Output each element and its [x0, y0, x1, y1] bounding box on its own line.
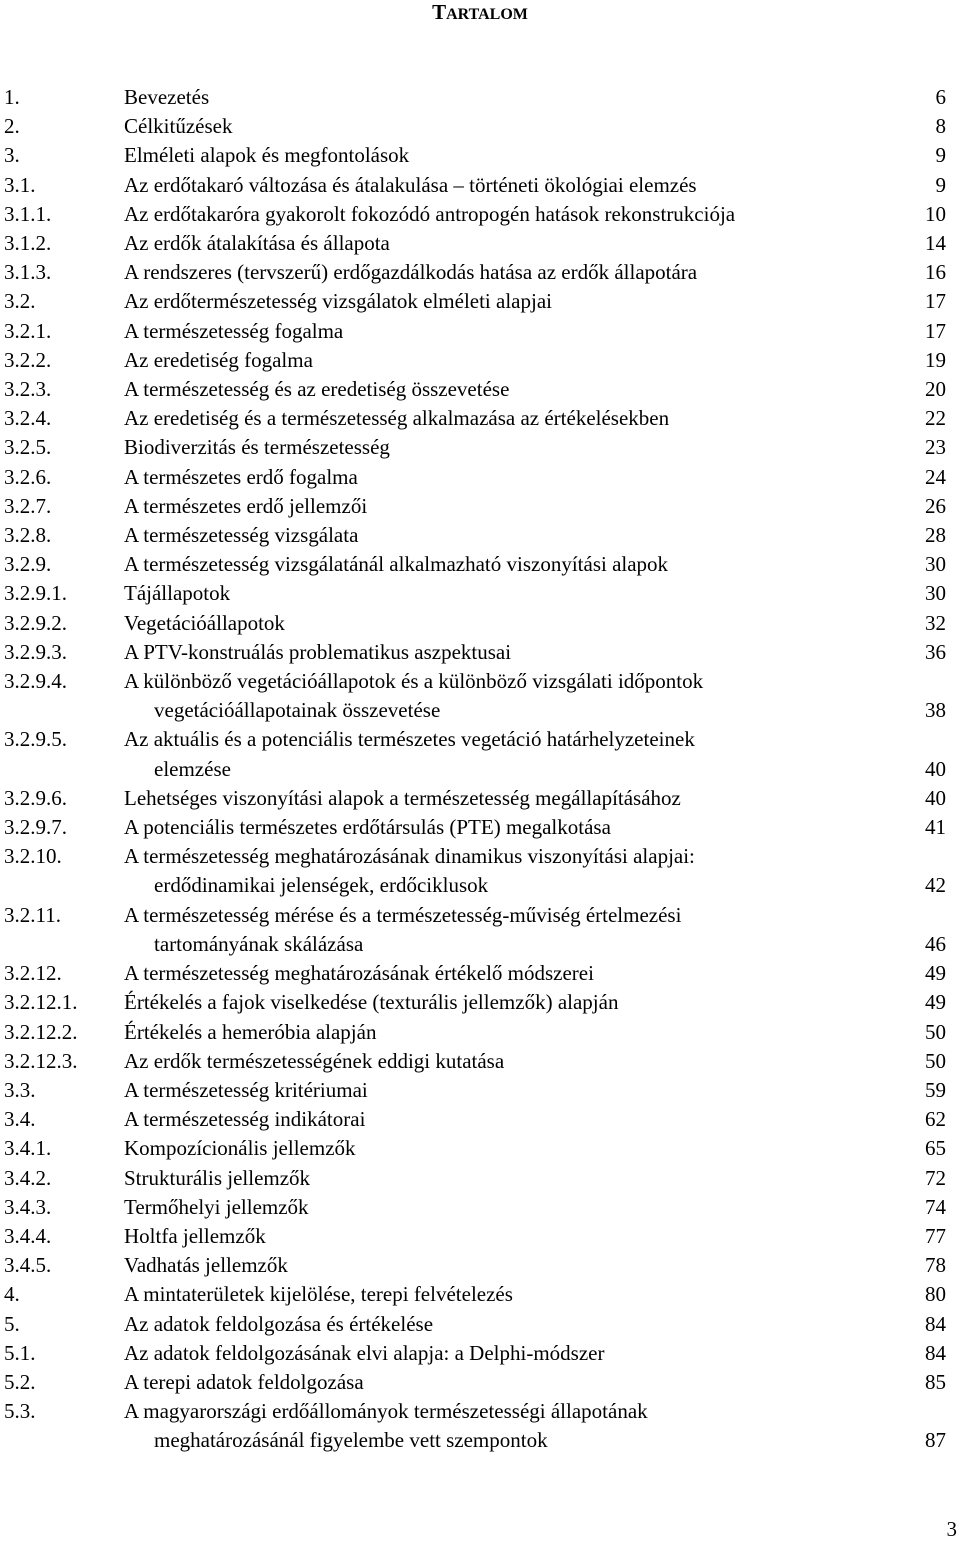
toc-entry-title-text: A rendszeres (tervszerű) erdőgazdálkodás hatása az erdők állapotára: [124, 260, 698, 285]
toc-entry[interactable]: [0, 1047, 960, 1076]
toc-entry-page-number: 40: [925, 756, 946, 781]
toc-entry-page-number: 9: [935, 143, 946, 168]
toc-entry-number: 5.2.: [4, 1369, 36, 1394]
toc-entry-title-text: A természetesség fogalma: [124, 318, 344, 343]
toc-entry-page-number: 87: [925, 1428, 946, 1453]
toc-entry[interactable]: [0, 1164, 960, 1193]
toc-entry-number: 3.4.5.: [4, 1253, 52, 1278]
toc-entry[interactable]: [0, 1193, 960, 1222]
toc-entry-title-text: Az eredetiség és a természetesség alkalmazása az értékelésekben: [124, 406, 670, 431]
toc-entry-title-text: A mintaterületek kijelölése, terepi felvételezés: [124, 1282, 513, 1307]
toc-entry-title: [124, 112, 900, 141]
toc-entry[interactable]: [0, 1222, 960, 1251]
toc-entry-number: 3.2.12.1.: [4, 990, 78, 1015]
toc-entry-title-text: A természetesség vizsgálata: [124, 523, 359, 548]
toc-entry-title-text: Bevezetés: [124, 85, 210, 109]
toc-entry-title-text: Az erdőtakaróra gyakorolt fokozódó antropogén hatások rekonstrukciója: [124, 201, 736, 226]
toc-entry-title: [124, 1193, 900, 1222]
toc-entry-title: [124, 1076, 900, 1105]
toc-entry-number: 3.2.7.: [4, 493, 52, 518]
toc-entry-title-text: Az adatok feldolgozása és értékelése: [124, 1311, 434, 1336]
toc-entry-page-number: 85: [925, 1369, 946, 1394]
toc-entry[interactable]: [0, 1018, 960, 1047]
toc-entry[interactable]: [0, 1134, 960, 1163]
toc-entry-title: [124, 1222, 900, 1251]
toc-entry-title-text: Az adatok feldolgozásának elvi alapja: a Delphi-módszer: [124, 1340, 605, 1365]
toc-entry-page-number: 50: [925, 1048, 946, 1073]
toc-entry-number: 3.2.10.: [4, 844, 62, 869]
toc-entry-number: 3.2.12.: [4, 961, 62, 986]
toc-entry-title: [124, 1251, 900, 1280]
toc-entry-page-number: 59: [925, 1077, 946, 1102]
toc-entry-title: [124, 83, 900, 112]
toc-entry-page-number: 6: [935, 85, 946, 109]
toc-entry-page-number: 36: [925, 639, 946, 664]
toc-entry-page-number: 8: [935, 114, 946, 139]
toc-entry[interactable]: [0, 141, 960, 170]
toc-entry-page-number: 49: [925, 961, 946, 986]
toc-entry[interactable]: [0, 229, 960, 258]
toc-entry-number: 3.2.9.7.: [4, 815, 67, 840]
toc-entry-number: 4.: [4, 1282, 20, 1307]
toc-entry-title: [124, 433, 900, 462]
toc-entry-title-continuation: meghatározásánál figyelembe vett szempontok: [154, 1428, 548, 1453]
toc-entry-title: [124, 521, 900, 550]
toc-entry-title: [124, 1310, 900, 1339]
toc-entry-number: 3.4.1.: [4, 1136, 52, 1161]
toc-entry-page-number: 38: [925, 698, 946, 723]
toc-entry-page-number: 72: [925, 1165, 946, 1190]
page-title-initial: T: [432, 0, 447, 24]
toc-entry-number: 3.2.5.: [4, 435, 52, 460]
toc-entry[interactable]: [0, 784, 960, 813]
toc-entry-title-text: Az erdők természetességének eddigi kutatása: [124, 1048, 505, 1073]
toc-entry-number: 3.4.4.: [4, 1223, 52, 1248]
toc-entry-title: [124, 463, 900, 492]
toc-entry-title: [124, 171, 900, 200]
toc-entry-title: [124, 200, 900, 229]
toc-entry-title-continuation: elemzése: [154, 756, 231, 781]
toc-entry-page-number: 80: [925, 1282, 946, 1307]
toc-entry-title: [124, 1164, 900, 1193]
toc-entry-page-number: 20: [925, 377, 946, 402]
toc-entry-number: 3.1.: [4, 172, 36, 197]
toc-entry-title-text: Az eredetiség fogalma: [124, 347, 313, 372]
toc-entry-page-number: 22: [925, 406, 946, 431]
toc-entry-number: 5.: [4, 1311, 20, 1336]
toc-entry-page-number: 65: [925, 1136, 946, 1161]
toc-entry-number: 3.2.9.1.: [4, 581, 67, 606]
toc-entry-title-text: Vegetációállapotok: [124, 610, 285, 635]
toc-entry-page-number: 46: [925, 931, 946, 956]
toc-entry-title-text: A magyarországi erdőállományok természetességi állapotának: [124, 1399, 648, 1424]
toc-entry[interactable]: [0, 842, 960, 900]
toc-entry-number: 3.2.3.: [4, 377, 52, 402]
toc-entry-title-text: Az erdőtermészetesség vizsgálatok elméleti alapjai: [124, 289, 552, 314]
toc-entry-page-number: 16: [925, 260, 946, 285]
toc-entry-number: 3.1.2.: [4, 231, 52, 256]
toc-entry-title-text: A természetes erdő jellemzői: [124, 493, 368, 518]
toc-entry-number: 5.3.: [4, 1399, 36, 1424]
toc-entry[interactable]: [0, 1076, 960, 1105]
toc-entry-page-number: 24: [925, 464, 946, 489]
toc-entry[interactable]: [0, 200, 960, 229]
toc-entry-page-number: 28: [925, 523, 946, 548]
toc-entry[interactable]: [0, 258, 960, 287]
toc-entry-title-continuation: vegetációállapotainak összevetése: [154, 698, 441, 723]
toc-entry-number: 3.2.4.: [4, 406, 52, 431]
toc-entry[interactable]: [0, 317, 960, 346]
toc-entry-page-number: 84: [925, 1311, 946, 1336]
toc-entry[interactable]: [0, 112, 960, 141]
toc-entry-title-text: A terepi adatok feldolgozása: [124, 1369, 364, 1394]
toc-entry-title: [124, 1134, 900, 1163]
toc-entry-title-text: Lehetséges viszonyítási alapok a természetesség megállapításához: [124, 785, 681, 810]
toc-entry-title: [124, 1018, 900, 1047]
toc-entry-number: 2.: [4, 114, 20, 139]
toc-entry-page-number: 17: [925, 289, 946, 314]
toc-entry[interactable]: [0, 375, 960, 404]
toc-entry-title: [124, 287, 900, 316]
toc-entry-title: [124, 1047, 900, 1076]
toc-entry-number: 3.2.9.3.: [4, 639, 67, 664]
toc-entry-number: 3.2.9.4.: [4, 669, 67, 694]
toc-entry[interactable]: [0, 1397, 960, 1455]
toc-entry[interactable]: [0, 609, 960, 638]
toc-entry[interactable]: [0, 1339, 960, 1368]
toc-entry-title: [124, 258, 900, 287]
toc-entry-title-text: A potenciális természetes erdőtársulás (PTE) megalkotása: [124, 815, 611, 840]
toc-entry[interactable]: [0, 667, 960, 725]
toc-entry-title: [124, 404, 900, 433]
toc-entry-title: [124, 1339, 900, 1368]
toc-entry-title: [124, 784, 900, 813]
toc-entry-number: 3.2.12.3.: [4, 1048, 78, 1073]
toc-entry-title: [124, 317, 900, 346]
toc-entry-title-text: Vadhatás jellemzők: [124, 1253, 288, 1278]
toc-entry-number: 3.1.1.: [4, 201, 52, 226]
toc-entry-title-text: A természetesség indikátorai: [124, 1107, 366, 1132]
toc-entry[interactable]: [0, 404, 960, 433]
toc-entry-title-text: A természetesség és az eredetiség összevetése: [124, 377, 510, 402]
toc-entry[interactable]: [0, 1251, 960, 1280]
toc-entry-number: 3.2.6.: [4, 464, 52, 489]
toc-entry-title: [124, 1280, 900, 1309]
toc-entry-page-number: 9: [935, 172, 946, 197]
toc-entry-page-number: 77: [925, 1223, 946, 1248]
toc-entry-number: 3.2.: [4, 289, 36, 314]
toc-entry[interactable]: [0, 1310, 960, 1339]
toc-entry-title: [124, 959, 900, 988]
toc-entry-title-text: Értékelés a hemeróbia alapján: [124, 1019, 377, 1044]
toc-entry[interactable]: [0, 579, 960, 608]
toc-entry-title: [124, 141, 900, 170]
toc-entry-title: [124, 346, 900, 375]
toc-entry-page-number: 23: [925, 435, 946, 460]
toc-entry[interactable]: [0, 1105, 960, 1134]
toc-entry[interactable]: [0, 433, 960, 462]
toc-entry-title: [124, 842, 900, 900]
toc-entry-number: 3.2.9.6.: [4, 785, 67, 810]
toc-entry-page-number: 42: [925, 873, 946, 898]
toc-entry-title: [124, 725, 900, 783]
toc-entry-number: 3.3.: [4, 1077, 36, 1102]
toc-entry-page-number: 78: [925, 1253, 946, 1278]
toc-entry-title: [124, 1397, 900, 1455]
toc-entry[interactable]: [0, 171, 960, 200]
toc-entry-title-text: Az erdők átalakítása és állapota: [124, 231, 390, 256]
toc-entry[interactable]: [0, 988, 960, 1017]
toc-entry-title: [124, 638, 900, 667]
toc-entry-title: [124, 492, 900, 521]
footer-page-number: 3: [946, 1517, 957, 1541]
toc-entry-title-continuation: erdődinamikai jelenségek, erdőciklusok: [154, 873, 489, 898]
toc-entry-title-continuation: tartományának skálázása: [154, 931, 364, 956]
toc-entry-title-text: Termőhelyi jellemzők: [124, 1194, 309, 1219]
toc-entry[interactable]: [0, 346, 960, 375]
toc-entry-page-number: 62: [925, 1107, 946, 1132]
toc-entry-number: 3.2.9.: [4, 552, 52, 577]
toc-entry-page-number: 14: [925, 231, 946, 256]
toc-entry[interactable]: [0, 492, 960, 521]
toc-entry-page-number: 49: [925, 990, 946, 1015]
toc-entry[interactable]: [0, 725, 960, 783]
toc-entry[interactable]: [0, 550, 960, 579]
toc-entry-number: 3.: [4, 143, 20, 168]
toc-entry-title-text: A természetes erdő fogalma: [124, 464, 358, 489]
page-title-rest: ARTALOM: [446, 6, 528, 23]
toc-entry-title-text: Az erdőtakaró változása és átalakulása – történeti ökológiai elemzés: [124, 172, 697, 197]
toc-entry-title-text: A természetesség meghatározásának dinamikus viszonyítási alapjai:: [124, 844, 695, 869]
toc-entry-number: 3.2.11.: [4, 902, 61, 927]
toc-entry-page-number: 17: [925, 318, 946, 343]
toc-entry-page-number: 74: [925, 1194, 946, 1219]
toc-entry-title: [124, 1105, 900, 1134]
toc-entry-title-text: A természetesség kritériumai: [124, 1077, 368, 1102]
toc-entry-page-number: 50: [925, 1019, 946, 1044]
toc-entry[interactable]: [0, 813, 960, 842]
toc-entry-title-text: Biodiverzitás és természetesség: [124, 435, 390, 460]
toc-entry-page-number: 41: [925, 815, 946, 840]
toc-entry[interactable]: [0, 463, 960, 492]
toc-entry-number: 3.2.9.5.: [4, 727, 67, 752]
toc-entry[interactable]: [0, 521, 960, 550]
toc-entry-page-number: 40: [925, 785, 946, 810]
toc-entry-number: 1.: [4, 85, 20, 109]
toc-entry-title: [124, 901, 900, 959]
toc-entry-number: 3.2.9.2.: [4, 610, 67, 635]
toc-entry[interactable]: [0, 83, 960, 112]
toc-entry-page-number: 10: [925, 201, 946, 226]
page-title: [0, 0, 960, 27]
toc-entry-title-text: Kompozícionális jellemzők: [124, 1136, 356, 1161]
toc-entry-title: [124, 550, 900, 579]
toc-entry-title: [124, 1368, 900, 1397]
toc-entry-title-text: Elméleti alapok és megfontolások: [124, 143, 410, 168]
toc-entry-number: 5.1.: [4, 1340, 36, 1365]
toc-entry-title: [124, 667, 900, 725]
toc-entry[interactable]: [0, 901, 960, 959]
toc-entry-number: 3.4.2.: [4, 1165, 52, 1190]
toc-entry-title-text: A természetesség vizsgálatánál alkalmazható viszonyítási alapok: [124, 552, 669, 577]
toc-entry-number: 3.4.: [4, 1107, 36, 1132]
toc-entry-page-number: 26: [925, 493, 946, 518]
toc-entry-title: [124, 813, 900, 842]
toc-entry-title-text: Értékelés a fajok viselkedése (texturális jellemzők) alapján: [124, 990, 619, 1015]
toc-entry[interactable]: [0, 638, 960, 667]
toc-entry[interactable]: [0, 959, 960, 988]
toc-entry-title-text: A természetesség meghatározásának értékelő módszerei: [124, 961, 594, 986]
toc-entry[interactable]: [0, 1368, 960, 1397]
toc-entry-title: [124, 609, 900, 638]
toc-entry-title-text: A PTV-konstruálás problematikus aszpektusai: [124, 639, 512, 664]
toc-entry-page-number: 32: [925, 610, 946, 635]
toc-entry-title-text: A természetesség mérése és a természetesség-műviség értelmezési: [124, 902, 682, 927]
toc-entry-title-text: A különböző vegetációállapotok és a különböző vizsgálati időpontok: [124, 669, 704, 694]
toc-entry-page-number: 84: [925, 1340, 946, 1365]
toc-entry-number: 3.2.2.: [4, 347, 52, 372]
toc-entry-page-number: 30: [925, 581, 946, 606]
toc-entry[interactable]: [0, 1280, 960, 1309]
toc-entry-title: [124, 579, 900, 608]
toc-entry-title-text: Célkitűzések: [124, 114, 233, 139]
toc-entry-page-number: 30: [925, 552, 946, 577]
toc-entry-number: 3.1.3.: [4, 260, 52, 285]
toc-entry-title-text: Tájállapotok: [124, 581, 231, 606]
toc-entry-number: 3.2.8.: [4, 523, 52, 548]
toc-entry-number: 3.2.1.: [4, 318, 52, 343]
toc-entry-number: 3.4.3.: [4, 1194, 52, 1219]
toc-entry-title-text: Strukturális jellemzők: [124, 1165, 311, 1190]
table-of-contents: [0, 83, 960, 1456]
toc-entry-title-text: Holtfa jellemzők: [124, 1223, 266, 1248]
toc-entry-title: [124, 988, 900, 1017]
toc-entry-title: [124, 229, 900, 258]
toc-entry-title: [124, 375, 900, 404]
toc-entry[interactable]: [0, 287, 960, 316]
toc-entry-title-text: Az aktuális és a potenciális természetes vegetáció határhelyzeteinek: [124, 727, 695, 752]
toc-entry-number: 3.2.12.2.: [4, 1019, 78, 1044]
toc-entry-page-number: 19: [925, 347, 946, 372]
